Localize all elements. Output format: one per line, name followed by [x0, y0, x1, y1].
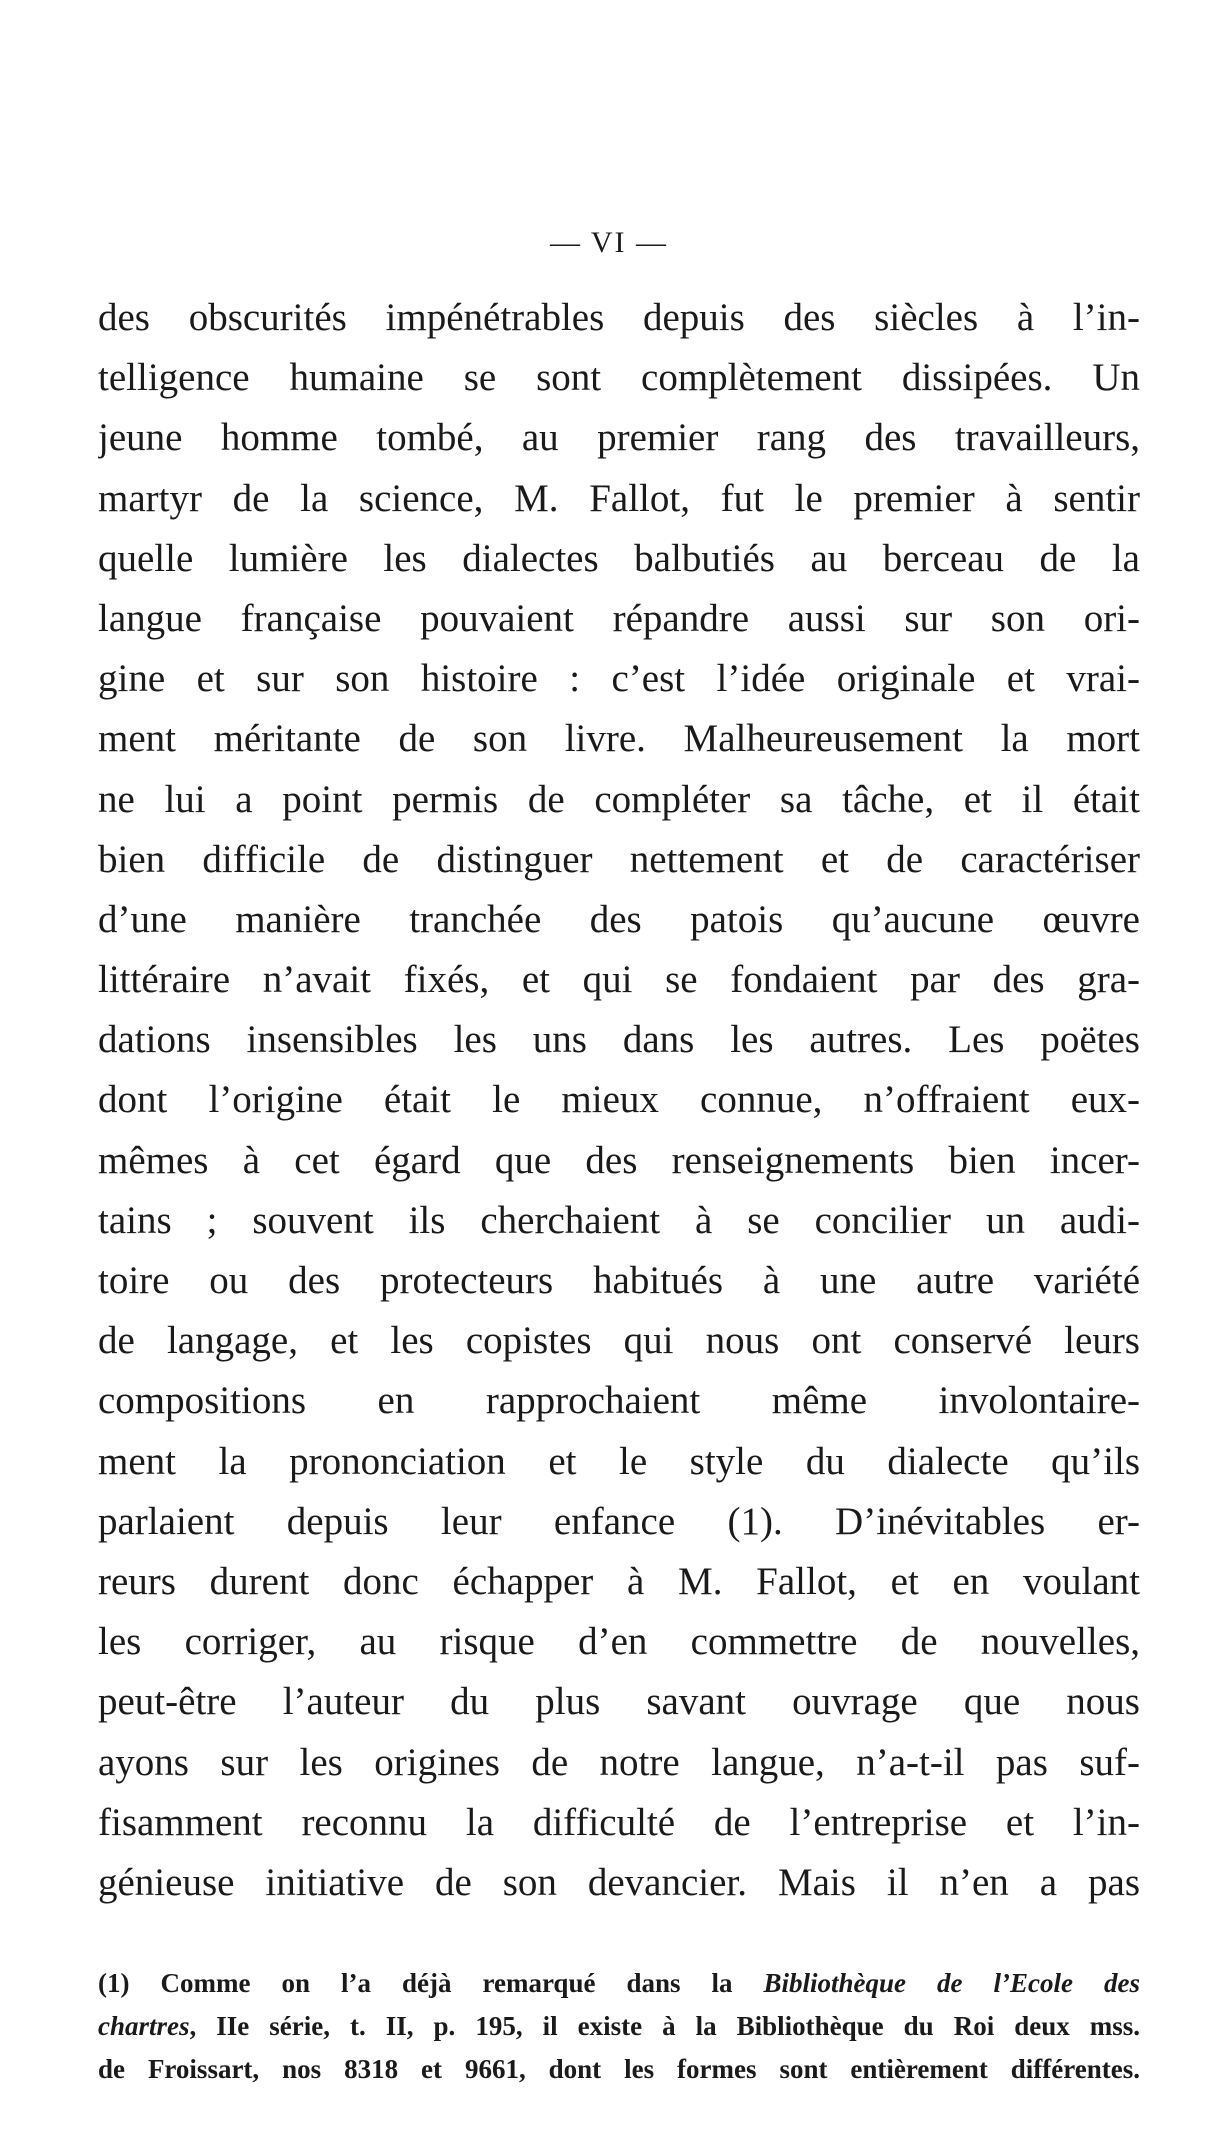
footnote-line: de Froissart, nos 8318 et 9661, dont les formes sont entièrement différentes.: [98, 2054, 1140, 2084]
footnote-text: , IIe série, t. II, p. 195, il existe à la Bibliothèque du Roi deux mss.: [189, 2011, 1140, 2041]
text-line: génieuse initiative de son devancier. Mais il n’en a pas: [98, 1860, 1140, 1904]
footnote-line: [98, 2005, 1140, 2048]
text-line: les corriger, au risque d’en commettre de nouvelles,: [98, 1620, 1140, 1664]
text-line: langue française pouvaient répandre aussi sur son ori-: [98, 596, 1140, 640]
text-line: quelle lumière les dialectes balbutiés au berceau de la: [98, 536, 1140, 580]
text-line: dont l’origine était le mieux connue, n’offraient eux-: [98, 1078, 1140, 1122]
text-line: toire ou des protecteurs habitués à une autre variété: [98, 1259, 1140, 1302]
text-line: telligence humaine se sont complètement dissipées. Un: [98, 356, 1140, 400]
footnote-line: [98, 1962, 1140, 2005]
text-line: des obscurités impénétrables depuis des siècles à l’in-: [98, 296, 1140, 339]
text-line: dations insensibles les uns dans les autres. Les poëtes: [98, 1018, 1140, 1062]
page-number-header: — VI —: [549, 226, 669, 259]
text-line: martyr de la science, M. Fallot, fut le premier à sentir: [98, 476, 1140, 520]
text-line: jeune homme tombé, au premier rang des travailleurs,: [98, 416, 1140, 460]
footnote-text: (1) Comme on l’a déjà remarqué dans la: [98, 1968, 733, 1998]
text-line: bien difficile de distinguer nettement et de caractériser: [98, 837, 1140, 881]
text-line: peut-être l’auteur du plus savant ouvrage que nous: [98, 1680, 1140, 1724]
text-line: compositions en rapprochaient même involontaire-: [98, 1379, 1140, 1423]
footnote-title: Bibliothèque de l’Ecole des: [763, 1968, 1140, 1998]
text-line: ayons sur les origines de notre langue, n’a-t-il pas suf-: [98, 1740, 1140, 1784]
text-line: d’une manière tranchée des patois qu’aucune œuvre: [98, 897, 1140, 941]
text-line: ment la prononciation et le style du dialecte qu’ils: [98, 1439, 1140, 1483]
text-line: littéraire n’avait fixés, et qui se fondaient par des gra-: [98, 958, 1140, 1002]
text-line: fisamment reconnu la difficulté de l’entreprise et l’in-: [98, 1800, 1140, 1844]
text-line: de langage, et les copistes qui nous ont conservé leurs: [98, 1319, 1140, 1363]
text-line: gine et sur son histoire : c’est l’idée originale et vrai-: [98, 657, 1140, 701]
text-line: parlaient depuis leur enfance (1). D’inévitables er-: [98, 1499, 1140, 1543]
body-text: [98, 288, 1140, 1913]
footnote-title: chartres: [98, 2011, 190, 2041]
text-line: ne lui a point permis de compléter sa tâche, et il était: [98, 777, 1140, 821]
text-line: reurs durent donc échapper à M. Fallot, et en voulant: [98, 1559, 1140, 1603]
footnote: [98, 1962, 1140, 2091]
text-line: tains ; souvent ils cherchaient à se concilier un audi-: [98, 1198, 1140, 1242]
text-line: ment méritante de son livre. Malheureusement la mort: [98, 717, 1140, 761]
text-line: mêmes à cet égard que des renseignements bien incer-: [98, 1138, 1140, 1182]
